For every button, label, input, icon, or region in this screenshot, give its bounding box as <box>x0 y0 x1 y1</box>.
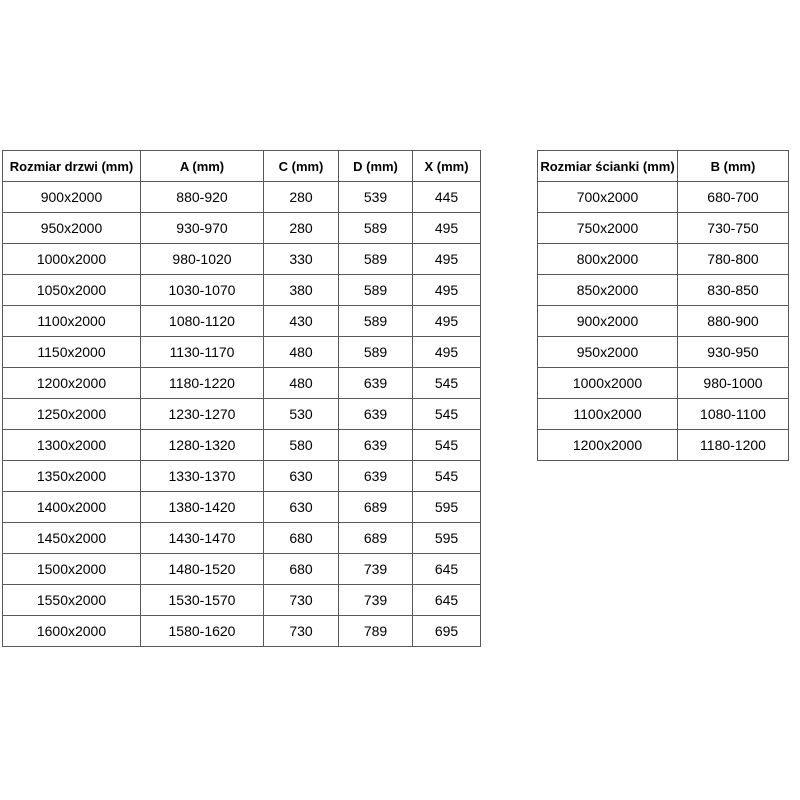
table-cell: 880-920 <box>141 182 264 213</box>
table-cell: 545 <box>413 461 481 492</box>
table-row <box>3 461 481 492</box>
table-row <box>538 337 789 368</box>
table-cell: 645 <box>413 554 481 585</box>
table-row <box>3 337 481 368</box>
table-cell: 639 <box>339 461 413 492</box>
table-cell: 1180-1200 <box>678 430 789 461</box>
table-row <box>3 492 481 523</box>
table-cell: 589 <box>339 275 413 306</box>
table-cell: 330 <box>264 244 339 275</box>
table-cell: 980-1020 <box>141 244 264 275</box>
table-cell: 930-970 <box>141 213 264 244</box>
table-cell: 630 <box>264 461 339 492</box>
table-cell: 1300x2000 <box>3 430 141 461</box>
table-cell: 589 <box>339 306 413 337</box>
table-row <box>538 182 789 213</box>
table-cell: 1230-1270 <box>141 399 264 430</box>
table-cell: 1330-1370 <box>141 461 264 492</box>
table-row <box>3 275 481 306</box>
table-row <box>3 523 481 554</box>
table-row <box>3 585 481 616</box>
table-cell: 680-700 <box>678 182 789 213</box>
header-row <box>538 151 789 182</box>
table-cell: 700x2000 <box>538 182 678 213</box>
table-row <box>538 306 789 337</box>
table-cell: 730 <box>264 616 339 647</box>
table-row <box>538 213 789 244</box>
column-header: Rozmiar drzwi (mm) <box>3 151 141 182</box>
table-cell: 1130-1170 <box>141 337 264 368</box>
table-cell: 1530-1570 <box>141 585 264 616</box>
table-cell: 1000x2000 <box>538 368 678 399</box>
table-row <box>538 399 789 430</box>
table-cell: 495 <box>413 213 481 244</box>
table-cell: 645 <box>413 585 481 616</box>
table-cell: 830-850 <box>678 275 789 306</box>
table-cell: 545 <box>413 430 481 461</box>
table-row <box>3 306 481 337</box>
table-cell: 1030-1070 <box>141 275 264 306</box>
door-table-body <box>3 182 481 647</box>
table-cell: 800x2000 <box>538 244 678 275</box>
table-cell: 850x2000 <box>538 275 678 306</box>
table-cell: 580 <box>264 430 339 461</box>
table-cell: 1350x2000 <box>3 461 141 492</box>
table-cell: 1400x2000 <box>3 492 141 523</box>
table-cell: 950x2000 <box>538 337 678 368</box>
table-row <box>3 399 481 430</box>
table-cell: 1200x2000 <box>3 368 141 399</box>
table-cell: 1550x2000 <box>3 585 141 616</box>
table-cell: 780-800 <box>678 244 789 275</box>
table-cell: 730-750 <box>678 213 789 244</box>
table-cell: 1080-1100 <box>678 399 789 430</box>
table-cell: 595 <box>413 523 481 554</box>
table-row <box>538 275 789 306</box>
table-cell: 280 <box>264 213 339 244</box>
table-cell: 1450x2000 <box>3 523 141 554</box>
table-cell: 739 <box>339 554 413 585</box>
table-cell: 480 <box>264 368 339 399</box>
table-cell: 480 <box>264 337 339 368</box>
table-row <box>3 616 481 647</box>
table-cell: 639 <box>339 430 413 461</box>
column-header: A (mm) <box>141 151 264 182</box>
table-cell: 495 <box>413 244 481 275</box>
table-cell: 1000x2000 <box>3 244 141 275</box>
table-cell: 1250x2000 <box>3 399 141 430</box>
column-header: D (mm) <box>339 151 413 182</box>
table-cell: 530 <box>264 399 339 430</box>
table-cell: 1080-1120 <box>141 306 264 337</box>
table-cell: 589 <box>339 337 413 368</box>
table-cell: 445 <box>413 182 481 213</box>
table-cell: 789 <box>339 616 413 647</box>
wall-panel-size-table <box>537 150 789 461</box>
table-row <box>3 182 481 213</box>
table-cell: 930-950 <box>678 337 789 368</box>
table-cell: 639 <box>339 368 413 399</box>
table-cell: 545 <box>413 399 481 430</box>
table-row <box>3 244 481 275</box>
table-cell: 980-1000 <box>678 368 789 399</box>
table-cell: 1430-1470 <box>141 523 264 554</box>
table-cell: 430 <box>264 306 339 337</box>
table-cell: 495 <box>413 337 481 368</box>
table-row <box>3 430 481 461</box>
table-cell: 695 <box>413 616 481 647</box>
table-cell: 689 <box>339 492 413 523</box>
table-cell: 380 <box>264 275 339 306</box>
table-cell: 900x2000 <box>538 306 678 337</box>
table-cell: 1280-1320 <box>141 430 264 461</box>
table-cell: 1580-1620 <box>141 616 264 647</box>
table-cell: 539 <box>339 182 413 213</box>
table-row <box>3 213 481 244</box>
table-cell: 689 <box>339 523 413 554</box>
door-table-header <box>3 151 481 182</box>
table-cell: 900x2000 <box>3 182 141 213</box>
table-row <box>538 430 789 461</box>
table-cell: 545 <box>413 368 481 399</box>
table-cell: 680 <box>264 554 339 585</box>
wall-table-body <box>538 182 789 461</box>
table-cell: 880-900 <box>678 306 789 337</box>
table-cell: 1380-1420 <box>141 492 264 523</box>
table-cell: 589 <box>339 244 413 275</box>
table-row <box>538 244 789 275</box>
table-cell: 495 <box>413 275 481 306</box>
column-header: Rozmiar ścianki (mm) <box>538 151 678 182</box>
table-cell: 595 <box>413 492 481 523</box>
table-cell: 1100x2000 <box>3 306 141 337</box>
table-cell: 1050x2000 <box>3 275 141 306</box>
table-cell: 1200x2000 <box>538 430 678 461</box>
wall-table-header <box>538 151 789 182</box>
door-size-table <box>2 150 481 647</box>
table-cell: 630 <box>264 492 339 523</box>
table-row <box>3 554 481 585</box>
table-cell: 1500x2000 <box>3 554 141 585</box>
table-row <box>3 368 481 399</box>
table-cell: 589 <box>339 213 413 244</box>
table-cell: 1150x2000 <box>3 337 141 368</box>
table-cell: 280 <box>264 182 339 213</box>
table-cell: 680 <box>264 523 339 554</box>
column-header: C (mm) <box>264 151 339 182</box>
table-cell: 639 <box>339 399 413 430</box>
table-row <box>538 368 789 399</box>
table-cell: 950x2000 <box>3 213 141 244</box>
table-cell: 1180-1220 <box>141 368 264 399</box>
table-cell: 495 <box>413 306 481 337</box>
table-cell: 1600x2000 <box>3 616 141 647</box>
column-header: B (mm) <box>678 151 789 182</box>
table-cell: 1100x2000 <box>538 399 678 430</box>
table-cell: 730 <box>264 585 339 616</box>
table-cell: 1480-1520 <box>141 554 264 585</box>
header-row <box>3 151 481 182</box>
table-cell: 750x2000 <box>538 213 678 244</box>
column-header: X (mm) <box>413 151 481 182</box>
table-cell: 739 <box>339 585 413 616</box>
